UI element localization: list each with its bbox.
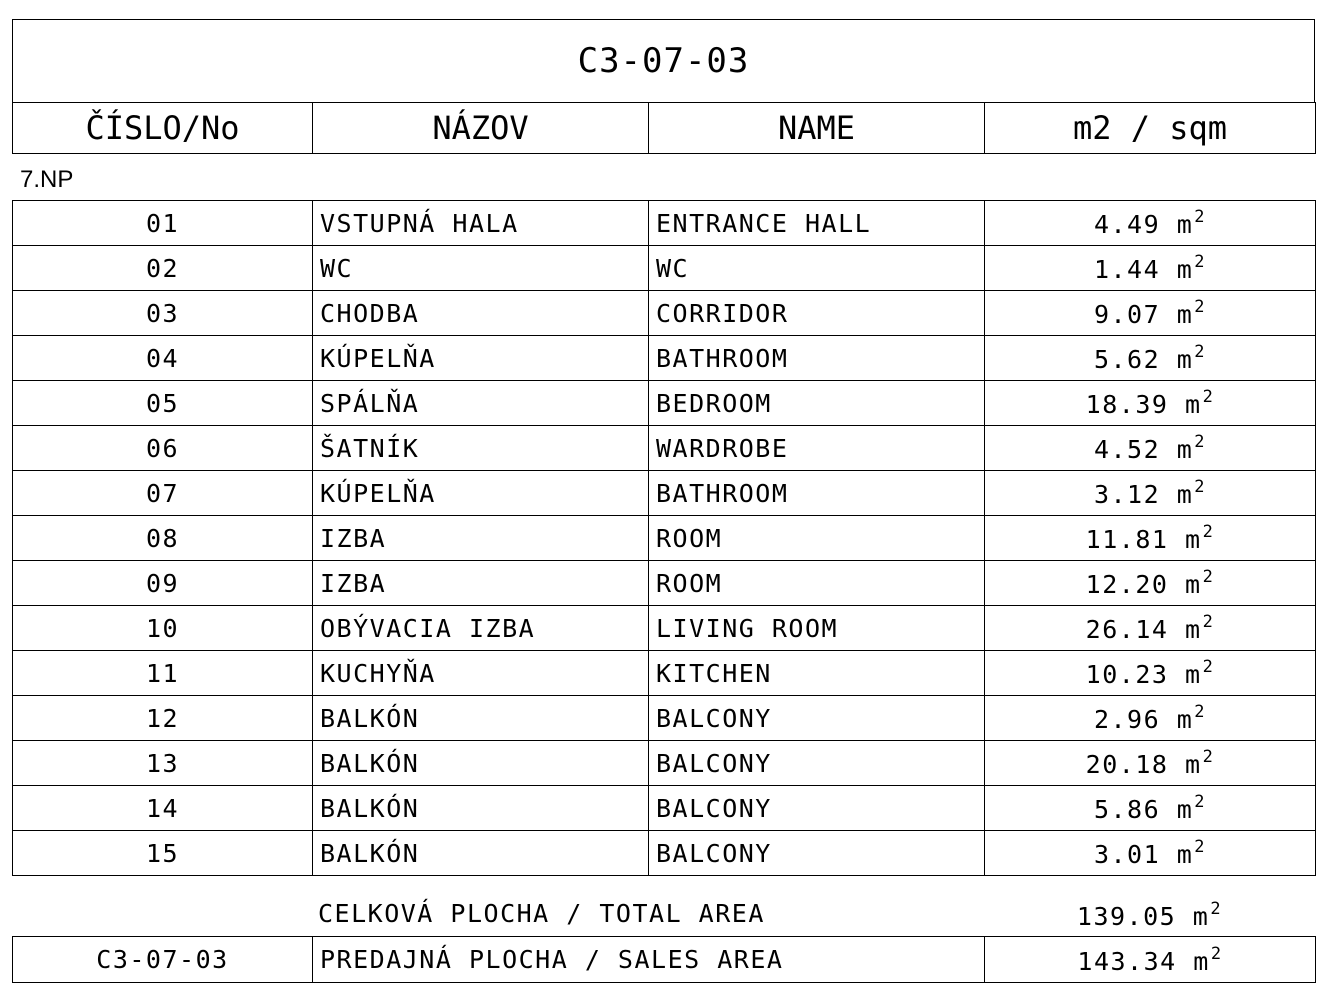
sales-area-label: PREDAJNÁ PLOCHA / SALES AREA [313,937,985,983]
area-unit: m [1185,525,1202,554]
total-area-row [12,891,1315,936]
room-number: 10 [13,606,313,651]
room-name-sk: IZBA [313,561,649,606]
room-name-en: CORRIDOR [649,291,985,336]
room-area [985,696,1316,741]
table-row [13,246,1316,291]
table-row [13,786,1316,831]
room-number: 13 [13,741,313,786]
table-row [13,201,1316,246]
area-unit-sup: 2 [1194,837,1207,857]
room-area-number: 2.96 [1093,705,1161,734]
header-name-en: NAME [649,103,985,154]
room-area-number: 10.23 [1085,660,1169,689]
area-unit: m [1185,570,1202,599]
header-name-sk: NÁZOV [313,103,649,154]
area-unit-sup: 2 [1194,252,1207,272]
area-unit: m [1185,750,1202,779]
room-name-en: WARDROBE [649,426,985,471]
room-area [985,201,1316,246]
room-name-sk: KUCHYŇA [313,651,649,696]
room-area-number: 12.20 [1085,570,1169,599]
area-unit: m [1176,435,1194,464]
room-name-sk: WC [313,246,649,291]
room-area [985,516,1316,561]
area-unit: m [1176,255,1194,284]
room-name-en: WC [649,246,985,291]
area-unit: m [1176,345,1194,374]
room-name-en: BALCONY [649,786,985,831]
room-name-sk: CHODBA [313,291,649,336]
area-unit-sup: 2 [1202,387,1215,407]
room-area [985,831,1316,876]
area-unit-sup: 2 [1202,747,1215,767]
room-name-en: KITCHEN [649,651,985,696]
table-row [13,516,1316,561]
room-name-en: BATHROOM [649,336,985,381]
room-area-number: 5.86 [1093,795,1161,824]
area-unit: m [1176,300,1194,329]
area-unit: m [1192,902,1210,931]
room-area-number: 18.39 [1085,390,1169,419]
area-unit-sup: 2 [1194,432,1207,452]
area-unit: m [1185,660,1202,689]
room-area-number: 9.07 [1093,300,1161,329]
room-area-number: 4.52 [1093,435,1161,464]
table-row [13,381,1316,426]
room-number: 15 [13,831,313,876]
room-area [985,741,1316,786]
room-name-sk: IZBA [313,516,649,561]
level-label: 7.NP [20,166,74,193]
area-unit: m [1176,480,1194,509]
room-number: 04 [13,336,313,381]
rooms-table [12,200,1316,876]
area-unit: m [1176,840,1194,869]
area-unit-sup: 2 [1194,342,1207,362]
room-number: 05 [13,381,313,426]
room-number: 01 [13,201,313,246]
room-area-number: 3.12 [1093,480,1161,509]
room-name-en: BATHROOM [649,471,985,516]
room-name-en: BALCONY [649,831,985,876]
header-row-table [12,102,1316,154]
room-area [985,471,1316,516]
area-unit-sup: 2 [1202,657,1215,677]
table-row [13,336,1316,381]
room-area [985,291,1316,336]
table-row [13,291,1316,336]
room-area [985,606,1316,651]
room-area [985,246,1316,291]
room-area [985,651,1316,696]
area-unit: m [1176,795,1194,824]
room-name-sk: VSTUPNÁ HALA [313,201,649,246]
area-unit-sup: 2 [1210,943,1223,964]
room-name-sk: ŠATNÍK [313,426,649,471]
room-number: 03 [13,291,313,336]
room-name-sk: BALKÓN [313,696,649,741]
total-area-value [984,899,1315,931]
room-name-en: ROOM [649,561,985,606]
area-unit-sup: 2 [1194,207,1207,227]
room-area [985,381,1316,426]
room-area-number: 26.14 [1085,615,1169,644]
room-name-sk: SPÁLŇA [313,381,649,426]
room-name-sk: KÚPELŇA [313,336,649,381]
area-unit-sup: 2 [1202,567,1215,587]
area-unit-sup: 2 [1194,477,1207,497]
table-row [13,471,1316,516]
area-unit-sup: 2 [1202,612,1215,632]
room-name-en: ROOM [649,516,985,561]
room-area-number: 4.49 [1093,210,1161,239]
room-number: 07 [13,471,313,516]
area-unit-sup: 2 [1202,522,1215,542]
area-unit: m [1185,615,1202,644]
room-name-en: BALCONY [649,741,985,786]
sales-unit: C3-07-03 [13,937,313,983]
room-number: 14 [13,786,313,831]
area-unit: m [1176,210,1194,239]
room-number: 08 [13,516,313,561]
sales-area-row [13,937,1316,983]
room-area-number: 3.01 [1093,840,1161,869]
table-row [13,561,1316,606]
room-area-number: 20.18 [1085,750,1169,779]
room-number: 06 [13,426,313,471]
table-row [13,696,1316,741]
area-unit: m [1185,390,1202,419]
room-number: 02 [13,246,313,291]
unit-title: C3-07-03 [12,19,1315,103]
header-area: m2 / sqm [985,103,1316,154]
room-area-number: 1.44 [1093,255,1161,284]
room-number: 09 [13,561,313,606]
room-name-sk: BALKÓN [313,831,649,876]
table-row [13,831,1316,876]
area-unit: m [1176,705,1194,734]
room-area [985,426,1316,471]
room-name-sk: BALKÓN [313,741,649,786]
room-number: 11 [13,651,313,696]
room-area [985,336,1316,381]
area-unit-sup: 2 [1194,702,1207,722]
room-name-sk: KÚPELŇA [313,471,649,516]
header-row [13,103,1316,154]
area-unit-sup: 2 [1194,792,1207,812]
area-unit-sup: 2 [1210,899,1223,919]
room-number: 12 [13,696,313,741]
table-row [13,606,1316,651]
area-unit: m [1193,946,1210,976]
room-name-en: BEDROOM [649,381,985,426]
table-row [13,741,1316,786]
room-name-en: LIVING ROOM [649,606,985,651]
total-area-label: CELKOVÁ PLOCHA / TOTAL AREA [318,899,765,928]
area-unit-sup: 2 [1194,297,1207,317]
rooms-body [13,201,1316,876]
total-area-number: 139.05 [1076,902,1177,931]
header-number: ČÍSLO/No [13,103,313,154]
room-area-number: 5.62 [1093,345,1161,374]
room-name-en: ENTRANCE HALL [649,201,985,246]
room-name-sk: BALKÓN [313,786,649,831]
room-area [985,561,1316,606]
room-name-sk: OBÝVACIA IZBA [313,606,649,651]
room-name-en: BALCONY [649,696,985,741]
sales-area-number: 143.34 [1077,946,1177,976]
sales-area-value [985,937,1316,983]
room-area [985,786,1316,831]
table-row [13,651,1316,696]
room-area-number: 11.81 [1085,525,1169,554]
sales-area-table [12,936,1316,983]
table-row [13,426,1316,471]
